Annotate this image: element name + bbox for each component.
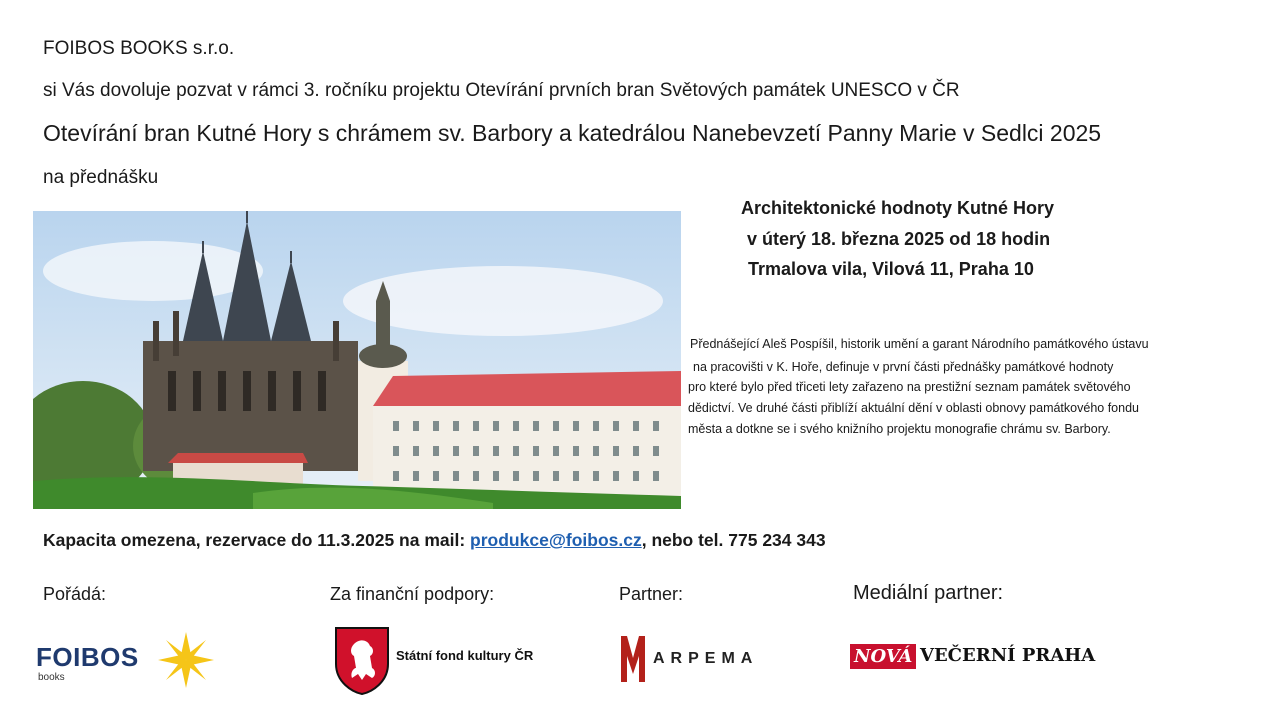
event-venue: Trmalova vila, Vilová 11, Praha 10 — [748, 259, 1034, 279]
organizer-name: FOIBOS BOOKS s.r.o. — [43, 38, 235, 59]
foibos-wordmark: FOIBOS — [36, 642, 139, 672]
organizer-label: Pořádá: — [43, 584, 107, 604]
capacity-suffix: , nebo tel. 775 234 343 — [641, 530, 826, 550]
foibos-logo — [36, 628, 220, 688]
description-line-1: Přednášející Aleš Pospíšil, historik umění a garant Národního památkového ústavu — [690, 337, 1149, 351]
arpema-mark-icon — [619, 634, 647, 684]
description-line-2: na pracovišti v K. Hoře, definuje v první části přednášky památkové hodnoty — [693, 360, 1114, 374]
invitation-line: si Vás dovoluje pozvat v rámci 3. ročníku projektu Otevírání prvních bran Světových památek UNESCO v ČR — [43, 80, 960, 101]
vecerni-praha-logo — [850, 642, 1100, 676]
capacity-note — [43, 530, 826, 551]
email-link[interactable]: produkce@foibos.cz — [470, 530, 642, 550]
sfk-name: Státní fond kultury ČR — [396, 648, 534, 663]
lecture-intro: na přednášku — [43, 167, 159, 188]
vp-nova-badge: NOVÁ — [850, 644, 916, 669]
sfk-logo — [332, 624, 538, 696]
sun-star-icon — [156, 630, 216, 690]
arpema-logo — [619, 634, 759, 684]
czech-lion-shield-icon — [332, 624, 392, 696]
kutna-hora-photo — [33, 211, 681, 509]
description-line-3: pro které bylo před třiceti lety zařazeno na prestižní seznam památek světového — [688, 380, 1131, 394]
support-label: Za finanční podpory: — [330, 584, 495, 604]
foibos-subtitle: books — [38, 672, 65, 683]
arpema-wordmark: ARPEMA — [653, 650, 759, 667]
vp-title: VEČERNÍ PRAHA — [920, 645, 1096, 666]
event-date: v úterý 18. března 2025 od 18 hodin — [747, 229, 1051, 249]
description-line-5: města a dotkne se i svého knižního projektu monografie chrámu sv. Barbory. — [688, 422, 1111, 436]
project-title: Otevírání bran Kutné Hory s chrámem sv. Barbory a katedrálou Nanebevzetí Panny Marie v Sedlci 2025 — [43, 120, 1102, 146]
event-title: Architektonické hodnoty Kutné Hory — [741, 198, 1055, 218]
capacity-prefix: Kapacita omezena, rezervace do 11.3.2025 na mail: — [43, 530, 471, 550]
description-line-4: dědictví. Ve druhé části přiblíží aktuální dění v oblasti obnovy památkového fondu — [688, 401, 1139, 415]
media-partner-label: Mediální partner: — [853, 582, 1004, 604]
partner-label: Partner: — [619, 584, 684, 604]
